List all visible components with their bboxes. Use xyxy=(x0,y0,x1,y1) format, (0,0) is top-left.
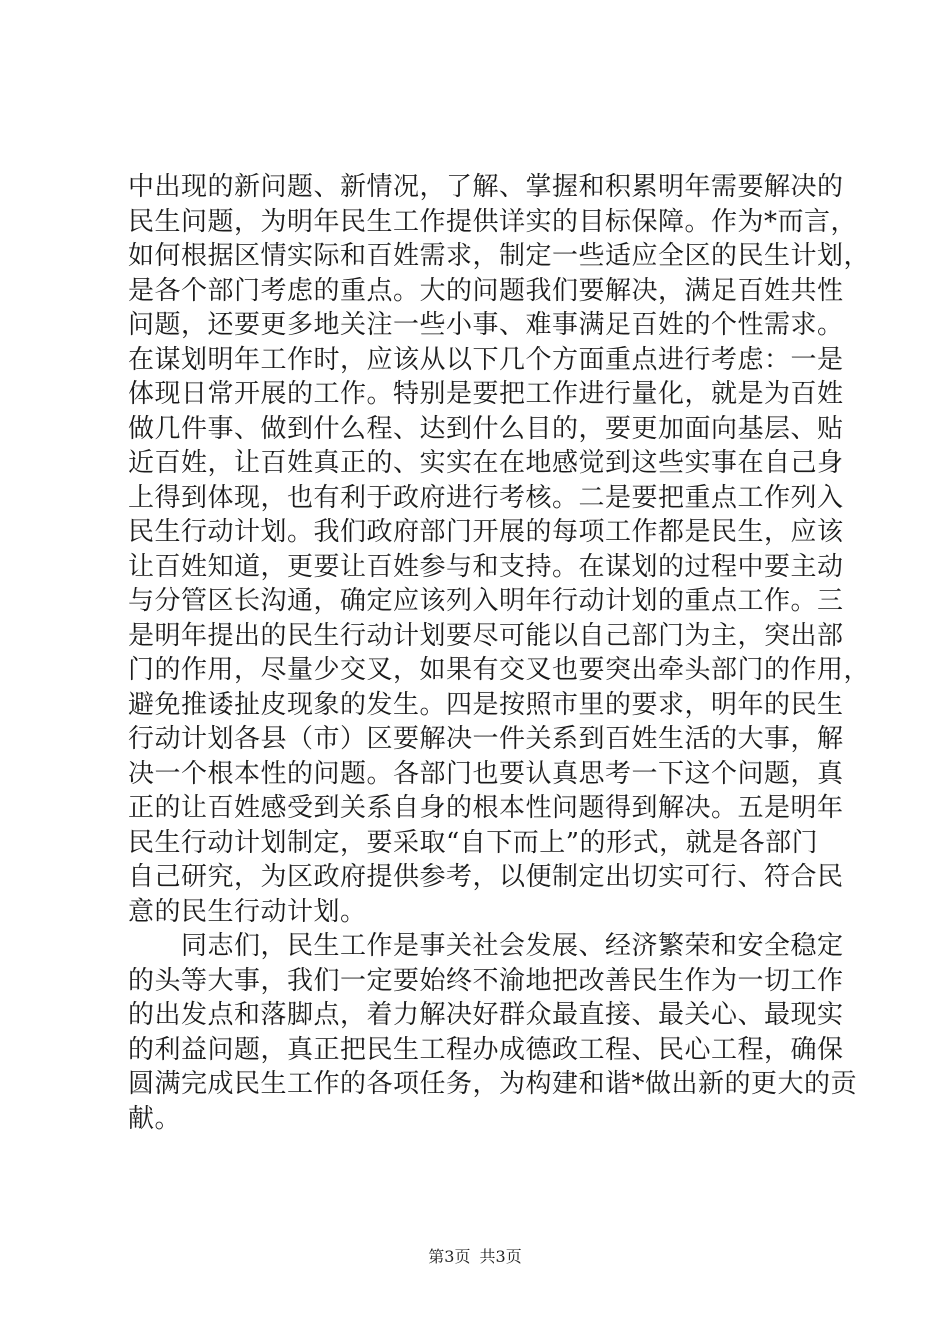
document-body xyxy=(128,170,871,1136)
text-line: 正的让百姓感受到关系自身的根本性问题得到解决。五是明年 xyxy=(128,793,844,823)
text-line: 的出发点和落脚点，着力解决好群众最直接、最关心、最现实 xyxy=(128,1000,844,1030)
text-line: 民生问题，为明年民生工作提供详实的目标保障。作为*而言， xyxy=(128,206,858,237)
text-line: 民生行动计划制定，要采取“自下而上”的形式，就是各部门 xyxy=(128,827,819,858)
text-line: 在谋划明年工作时，应该从以下几个方面重点进行考虑：一是 xyxy=(128,344,844,375)
text-line: 避免推诿扯皮现象的发生。四是按照市里的要求，明年的民生 xyxy=(128,689,844,720)
text-line: 圆满完成民生工作的各项任务，为构建和谐*做出新的更大的贡 xyxy=(128,1069,858,1099)
text-line: 是明年提出的民生行动计划要尽可能以自己部门为主，突出部 xyxy=(128,620,844,651)
text-line: 献。 xyxy=(128,1103,182,1134)
text-line: 民生行动计划。我们政府部门开展的每项工作都是民生，应该 xyxy=(128,517,844,547)
page-footer xyxy=(0,1244,950,1267)
text-line: 如何根据区情实际和百姓需求，制定一些适应全区的民生计划， xyxy=(128,241,871,271)
text-line: 行动计划各县（市）区要解决一件关系到百姓生活的大事，解 xyxy=(128,724,844,754)
text-line: 体现日常开展的工作。特别是要把工作进行量化，就是为百姓 xyxy=(128,379,844,409)
text-line: 同志们，民生工作是事关社会发展、经济繁荣和安全稳定 xyxy=(128,931,844,961)
text-line: 近百姓，让百姓真正的、实实在在地感觉到这些实事在自己身 xyxy=(128,448,844,478)
text-line: 做几件事、做到什么程、达到什么目的，要更加面向基层、贴 xyxy=(128,413,844,444)
text-line: 的头等大事，我们一定要始终不渝地把改善民生作为一切工作 xyxy=(128,965,844,996)
text-line: 问题，还要更多地关注一些小事、难事满足百姓的个性需求。 xyxy=(128,310,844,340)
text-line: 是各个部门考虑的重点。大的问题我们要解决，满足百姓共性 xyxy=(128,275,844,306)
text-line: 让百姓知道，更要让百姓参与和支持。在谋划的过程中要主动 xyxy=(128,551,844,582)
text-line: 决一个根本性的问题。各部门也要认真思考一下这个问题，真 xyxy=(128,758,844,789)
page-number: 第3页 xyxy=(428,1247,471,1266)
text-line: 中出现的新问题、新情况，了解、掌握和积累明年需要解决的 xyxy=(128,172,844,202)
text-line: 与分管区长沟通，确定应该列入明年行动计划的重点工作。三 xyxy=(128,586,844,616)
page-total: 共3页 xyxy=(479,1247,522,1266)
text-line: 自己研究，为区政府提供参考，以便制定出切实可行、符合民 xyxy=(128,862,844,892)
text-line: 门的作用，尽量少交叉，如果有交叉也要突出牵头部门的作用， xyxy=(128,655,871,685)
text-line: 意的民生行动计划。 xyxy=(128,896,367,927)
text-line: 的利益问题，真正把民生工程办成德政工程、民心工程，确保 xyxy=(128,1034,844,1065)
text-line: 上得到体现，也有利于政府进行考核。二是要把重点工作列入 xyxy=(128,482,844,513)
